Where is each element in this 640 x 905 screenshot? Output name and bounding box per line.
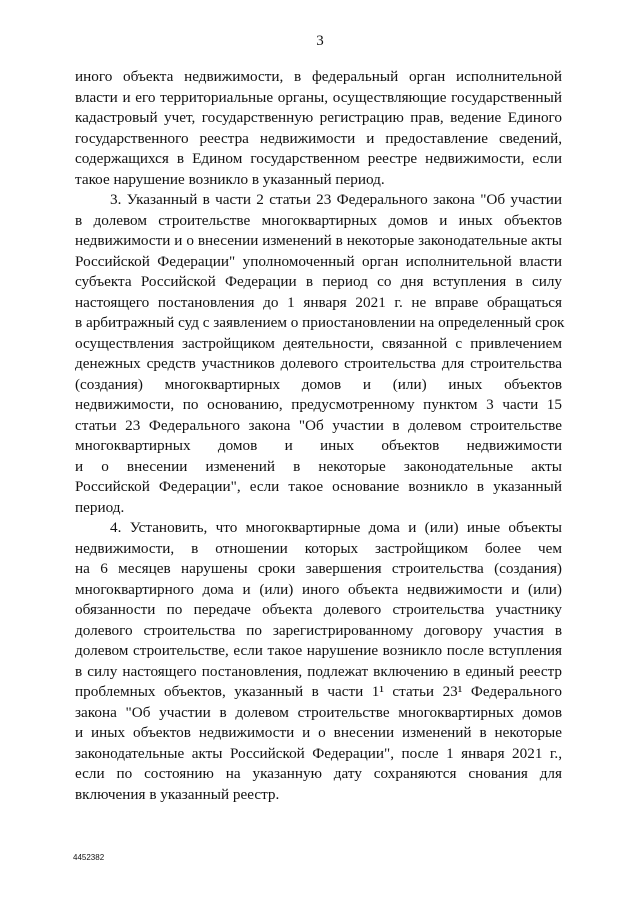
- text-line: обязанности по передаче объекта долевого строительства участнику: [75, 601, 562, 618]
- text-line: в долевом строительстве многоквартирных домов и иных объектов: [75, 211, 562, 229]
- text-line: содержащихся в Едином государственном реестре недвижимости, если: [75, 150, 562, 167]
- text-line: субъекта Российской Федерации в период со дня вступления в силу: [75, 273, 562, 290]
- body-text: [75, 67, 565, 805]
- text-line: иного объекта недвижимости, в федеральный орган исполнительной: [75, 68, 562, 85]
- text-line: статьи 23 Федерального закона "Об участии в долевом строительстве: [75, 416, 562, 434]
- text-line: Российской Федерации", если такое основание возникло в указанный: [75, 478, 562, 495]
- text-line: кадастровый учет, государственную регистрацию прав, ведение Единого: [75, 109, 562, 126]
- text-line: проблемных объектов, указанный в части 1¹ статьи 23¹ Федерального: [75, 683, 562, 700]
- text-line: законодательные акты Российской Федерации", после 1 января 2021 г.,: [75, 744, 562, 762]
- text-line: недвижимости и о внесении изменений в некоторые законодательные акты: [75, 232, 562, 249]
- text-line: многоквартирного дома и (или) иного объекта недвижимости и (или): [75, 580, 562, 598]
- text-line: и о внесении изменений в некоторые законодательные акты: [75, 457, 562, 475]
- document-id: 4452382: [73, 853, 105, 862]
- text-line: настоящего постановления до 1 января 2021 г. не вправе обращаться: [75, 293, 562, 311]
- text-line: если по состоянию на указанную дату сохраняются снования для: [75, 765, 562, 782]
- text-line: недвижимости, по основанию, предусмотренному пунктом 3 части 15: [75, 396, 562, 413]
- text-line: такое нарушение возникло в указанный период.: [75, 170, 385, 188]
- text-line: осуществления застройщиком деятельности, связанной с привлечением: [75, 334, 562, 352]
- text-line: многоквартирных домов и иных объектов недвижимости: [75, 437, 562, 454]
- text-line: 4. Установить, что многоквартирные дома и (или) иные объекты: [110, 519, 562, 536]
- text-line: в арбитражный суд с заявлением о приостановлении на определенный срок: [75, 314, 565, 331]
- text-line: и иных объектов недвижимости и о внесении изменений в некоторые: [75, 724, 562, 741]
- text-line: денежных средств участников долевого строительства для строительства: [75, 355, 562, 372]
- text-line: закона "Об участии в долевом строительстве многоквартирных домов: [75, 703, 562, 721]
- text-line: Российской Федерации" уполномоченный орган исполнительной власти: [75, 252, 562, 270]
- text-line: власти и его территориальные органы, осуществляющие государственный: [75, 88, 562, 106]
- text-line: (создания) многоквартирных домов и (или) иных объектов: [75, 375, 562, 393]
- text-line: государственного реестра недвижимости и предоставление сведений,: [75, 129, 562, 147]
- text-line: в силу настоящего постановления, подлежат включению в единый реестр: [75, 662, 562, 680]
- text-line: недвижимости, в отношении которых застройщиком более чем: [75, 539, 562, 557]
- text-line: включения в указанный реестр.: [75, 785, 280, 803]
- page-number: 3: [316, 33, 324, 49]
- text-line: долевом строительстве, если такое нарушение возникло после вступления: [75, 642, 562, 659]
- text-line: долевого строительства по зарегистрированному договору участия в: [75, 621, 562, 639]
- text-line: 3. Указанный в части 2 статьи 23 Федерального закона "Об участии: [110, 191, 562, 208]
- text-line: на 6 месяцев нарушены сроки завершения строительства (создания): [75, 560, 562, 577]
- text-line: период.: [75, 498, 125, 516]
